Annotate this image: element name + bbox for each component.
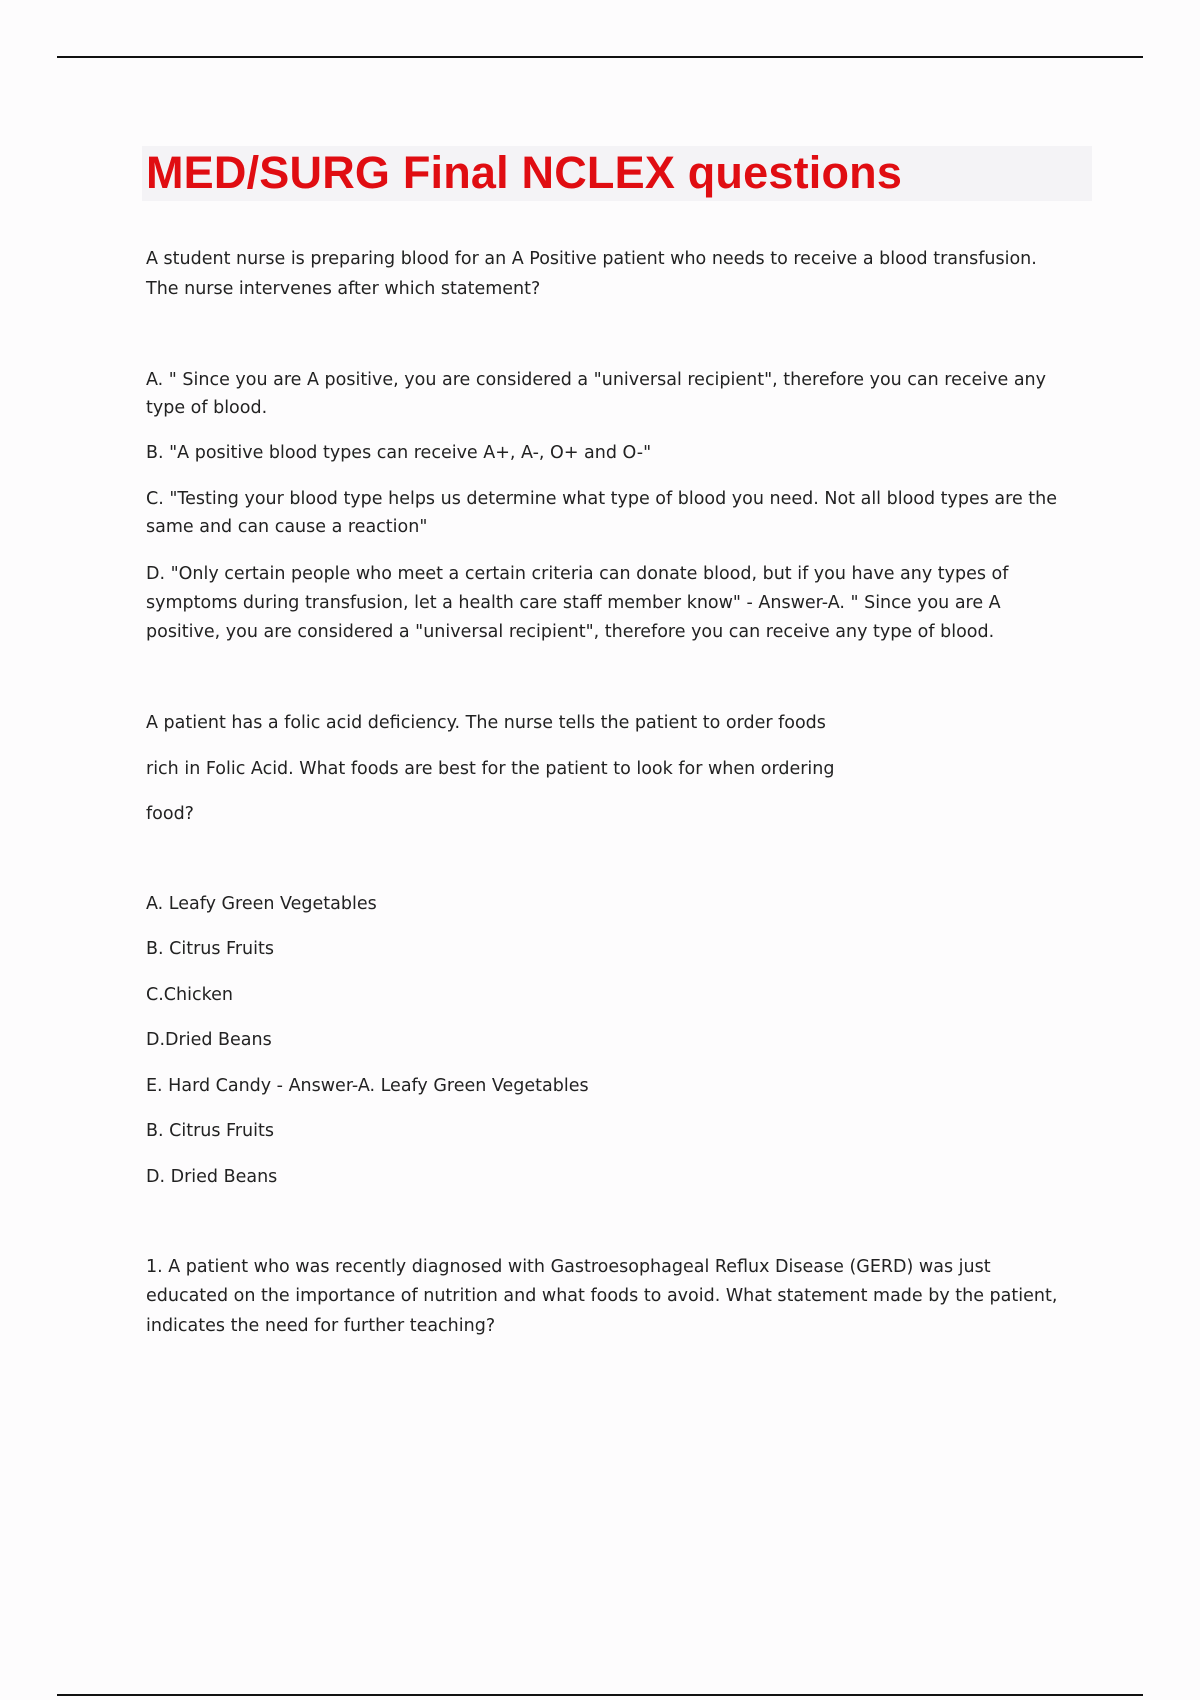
q2-option: B. Citrus Fruits (146, 939, 274, 959)
q1-option-c-line: C. "Testing your blood type helps us determine what type of blood you need. Not all blood types are the (146, 489, 1058, 509)
q2-stem-line: food? (146, 804, 194, 824)
q1-option-d-line: positive, you are considered a "universal recipient", therefore you can receive any type of blood. (146, 622, 995, 642)
q3-stem-line: 1. A patient who was recently diagnosed with Gastroesophageal Reflux Disease (GERD) was just (146, 1257, 991, 1277)
q2-option: E. Hard Candy - Answer-A. Leafy Green Vegetables (146, 1076, 589, 1096)
footer-rule (57, 1694, 1143, 1696)
q1-option-a-line: type of blood. (146, 398, 268, 418)
q2-option: B. Citrus Fruits (146, 1121, 274, 1141)
q3-stem-line: indicates the need for further teaching? (146, 1316, 496, 1336)
q2-stem-line: A patient has a folic acid deficiency. The nurse tells the patient to order foods (146, 713, 826, 733)
q1-stem-line: The nurse intervenes after which statement? (146, 279, 541, 299)
q2-option: C.Chicken (146, 985, 233, 1005)
q2-stem-line: rich in Folic Acid. What foods are best for the patient to look for when ordering (146, 759, 835, 779)
document-title: MED/SURG Final NCLEX questions (146, 147, 903, 198)
q1-option-d-line: D. "Only certain people who meet a certain criteria can donate blood, but if you have any types of (146, 564, 1009, 584)
q1-stem-line: A student nurse is preparing blood for an A Positive patient who needs to receive a blood transfusion. (146, 249, 1037, 269)
q2-option: D.Dried Beans (146, 1030, 272, 1050)
q3-stem-line: educated on the importance of nutrition and what foods to avoid. What statement made by the patient, (146, 1286, 1058, 1306)
q1-option-b: B. "A positive blood types can receive A+, A-, O+ and O-" (146, 443, 652, 463)
header-rule (57, 56, 1143, 58)
q2-option: A. Leafy Green Vegetables (146, 894, 377, 914)
q1-option-a-line: A. " Since you are A positive, you are considered a "universal recipient", therefore you can receive any (146, 370, 1046, 390)
q2-option: D. Dried Beans (146, 1167, 278, 1187)
q1-option-d-line: symptoms during transfusion, let a health care staff member know" - Answer-A. " Since you are A (146, 593, 1001, 613)
q1-option-c-line: same and can cause a reaction" (146, 517, 428, 537)
